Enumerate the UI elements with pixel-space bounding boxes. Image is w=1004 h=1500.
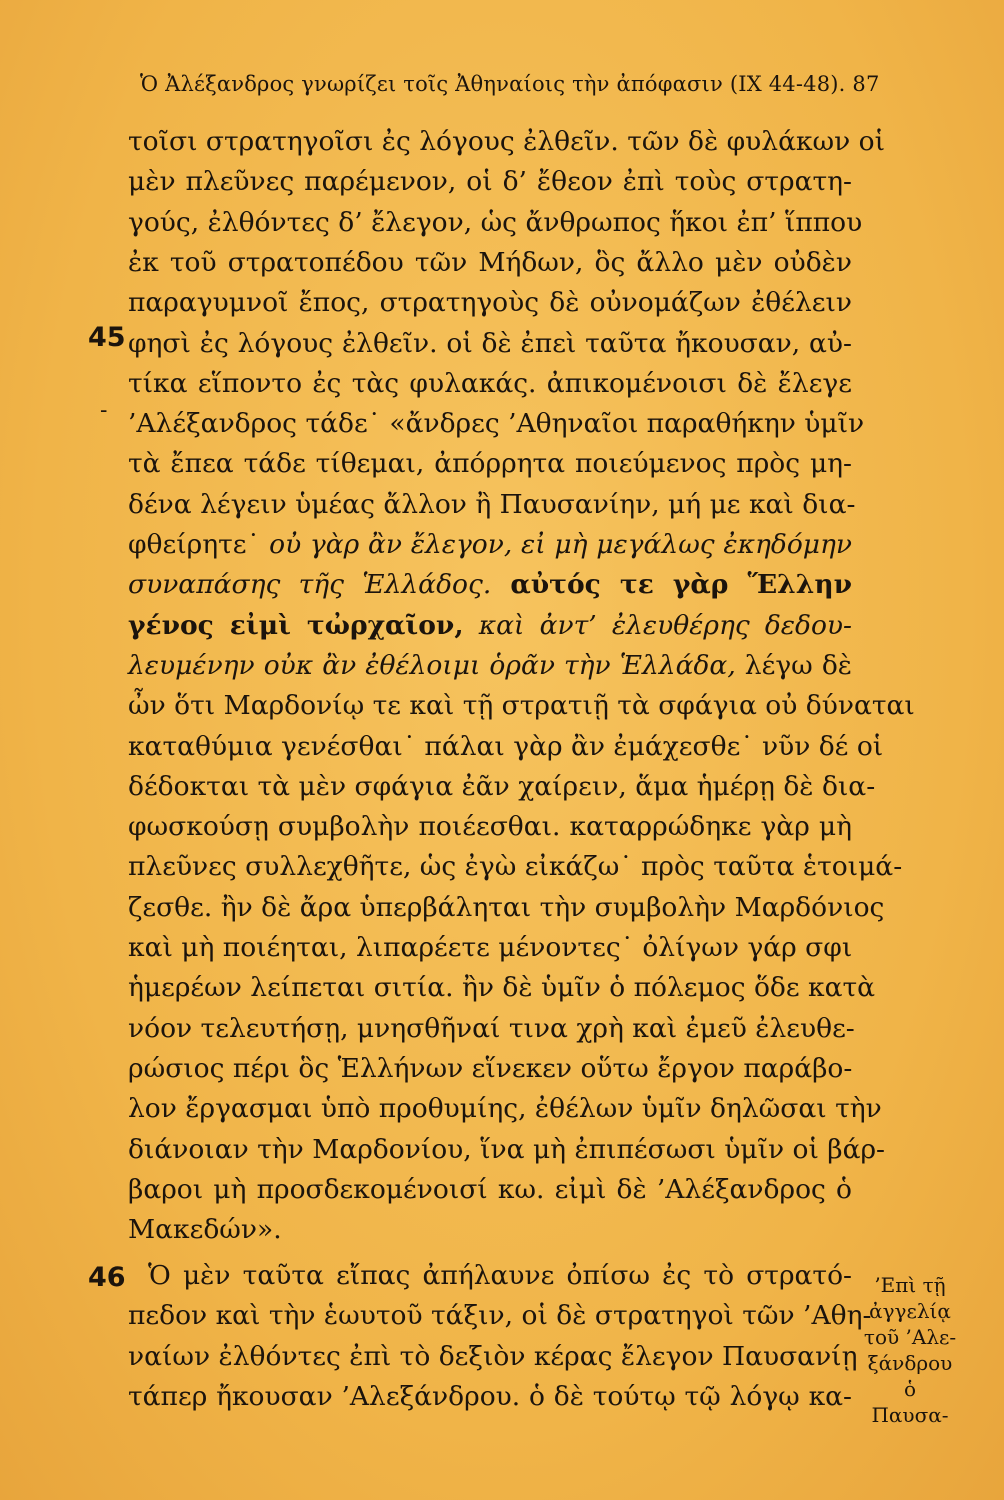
text-line [128,686,915,726]
text-line [128,203,863,243]
text-line [128,807,852,847]
margin-note [862,1272,958,1428]
text-line [128,1009,855,1049]
text-line [128,606,852,646]
text-run: διάνοιαν τὴν Μαρδονίου, ἵνα μὴ ἐπιπέσωσι ὑμῖν οἱ βάρ- [128,1133,886,1165]
text-run: μὲν πλεῦνες παρέμενον, οἱ δ’ ἔθεον ἐπὶ τοὺς στρατη- [128,166,852,198]
text-run: ζεσθε. ἢν δὲ ἄρα ὑπερβάληται τὴν συμβολὴν Μαρδόνιος [128,891,885,923]
text-run: ἡμερέων λείπεται σιτία. ἢν δὲ ὑμῖν ὁ πόλεμος ὅδε κατὰ [128,972,876,1004]
margin-note-line: τοῦ ’Αλε- [863,1325,957,1349]
text-run: γούς, ἐλθόντες δ’ ἔλεγον, ὡς ἄνθρωπος ἥκοι ἐπ’ ἵππου [128,206,863,238]
italic-run: οὐ γὰρ ἂν ἔλεγον, εἰ μὴ μεγάλως ἐκηδόμην [269,529,852,560]
text-run: φησὶ ἐς λόγους ἐλθεῖν. οἱ δὲ ἐπεὶ ταῦτα ἤκουσαν, αὐ- [128,327,852,359]
text-line [128,928,852,968]
text-line [128,122,886,162]
text-line [128,1296,872,1336]
text-line [128,364,852,404]
text-run: ναίων ἐλθόντες ἐπὶ τὸ δεξιὸν κέρας ἔλεγον Παυσανίῃ [128,1340,858,1372]
text-run: Μακεδών». [128,1214,282,1246]
text-line [128,1210,852,1250]
text-run: ἐκ τοῦ στρατοπέδου τῶν Μήδων, ὃς ἄλλο μὲν οὐδὲν [128,246,852,278]
text-line [148,1256,852,1296]
text-line [128,444,852,484]
italic-run: συναπάσης τῆς Ἑλλάδος. [128,569,492,601]
text-run: τὰ ἔπεα τάδε τίθεμαι, ἀπόρρητα ποιεύμενος πρὸς μη- [128,448,852,480]
text-run: τοῖσι στρατηγοῖσι ἐς λόγους ἐλθεῖν. τῶν δὲ φυλάκων οἱ [128,126,886,157]
text-line [128,1377,852,1417]
text-line [128,565,852,605]
italic-run: λευμένην οὐκ ἂν ἐθέλοιμι ὁρᾶν τὴν Ἑλλάδα, [128,649,736,681]
text-run: Ὁ μὲν ταῦτα εἴπας ἀπήλαυνε ὀπίσω ἐς τὸ στρατό- [148,1260,852,1291]
text-line [128,324,852,364]
text-line [128,847,903,887]
text-line [128,1089,882,1129]
text-run: βαροι μὴ προσδεκομένοισί κω. εἰμὶ δὲ ’Αλέξανδρος ὁ [128,1173,852,1205]
text-line [128,1170,852,1210]
text-line [128,767,876,807]
text-run: ρώσιος πέρι ὃς Ἑλλήνων εἵνεκεν οὕτω ἔργον παράβο- [128,1052,853,1084]
margin-mark: - [100,398,108,423]
margin-note-line: ’Επὶ τῇ [874,1273,946,1297]
text-run: τίκα εἵποντο ἐς τὰς φυλακάς. ἀπικομένοισι δὲ ἔλεγε [128,367,852,399]
text-run: ὦν ὅτι Μαρδονίῳ τε καὶ τῇ στρατιῇ τὰ σφάγια οὐ δύναται [128,690,915,722]
text-run: πεδον καὶ τὴν ἑωυτοῦ τάξιν, οἱ δὲ στρατηγοὶ τῶν ’Αθη- [128,1300,872,1332]
margin-note-line: ἀγγελίᾳ [869,1299,951,1323]
text-line [128,968,876,1008]
text-run: καὶ μὴ ποιέηται, λιπαρέετε μένοντες˙ ὀλίγων γάρ σφι [128,932,853,963]
text-line [128,243,852,283]
text-line [128,646,852,686]
text-run: νόον τελευτήσῃ, μνησθῆναί τινα χρὴ καὶ ἐμεῦ ἐλευθε- [128,1012,855,1044]
text-line [128,1049,852,1089]
text-line [128,283,852,323]
text-line [128,485,856,525]
margin-note-line: ξάνδρου ὁ [867,1351,953,1401]
italic-run: καὶ ἀντ’ ἐλευθέρης δεδου- [463,609,852,641]
text-line [128,404,865,444]
line-number-46: 46 [88,1262,126,1293]
text-line [128,525,852,565]
text-run: δένα λέγειν ὑμέας ἄλλον ἢ Παυσανίην, μή με καὶ δια- [128,488,856,520]
text-line [128,162,852,202]
running-head: Ὁ Ἀλέξανδρος γνωρίζει τοῖς Ἀθηναίοις τὴν ἀπόφασιν (IX 44-48). 87 [140,72,880,96]
line-number-45: 45 [88,322,126,353]
text-run: τάπερ ἤκουσαν ’Αλεξάνδρου. ὁ δὲ τούτῳ τῷ λόγῳ κα- [128,1380,852,1412]
text-run: καταθύμια γενέσθαι˙ πάλαι γὰρ ἂν ἐμάχεσθε˙ νῦν δέ οἱ [128,730,884,762]
bold-run: αὐτός τε γὰρ Ἕλλην [491,569,852,601]
text-run: ’Αλέξανδρος τάδε˙ «ἄνδρες ’Αθηναῖοι παραθήκην ὑμῖν [128,408,865,440]
text-line [128,1337,858,1377]
text-run: δέδοκται τὰ μὲν σφάγια ἐᾶν χαίρειν, ἅμα ἡμέρῃ δὲ δια- [128,770,876,802]
bold-run: γένος εἰμὶ τὠρχαῖον, [128,609,464,641]
text-run: λον ἔργασμαι ὑπὸ προθυμίης, ἐθέλων ὑμῖν δηλῶσαι τὴν [128,1093,882,1125]
text-line [128,1130,886,1170]
text-run: παραγυμνοῖ ἔπος, στρατηγοὺς δὲ οὐνομάζων ἐθέλειν [128,287,852,319]
text-run: πλεῦνες συλλεχθῆτε, ὡς ἐγὼ εἰκάζω˙ πρὸς ταῦτα ἑτοιμά- [128,851,903,883]
text-run: φθείρητε˙ [128,529,270,560]
text-line [128,727,884,767]
text-line [128,888,885,928]
text-run: φωσκούσῃ συμβολὴν ποιέεσθαι. καταρρώδηκε γὰρ μὴ [128,811,852,843]
text-run: λέγω δὲ [735,649,852,681]
margin-note-line: Παυσα- [871,1403,949,1427]
